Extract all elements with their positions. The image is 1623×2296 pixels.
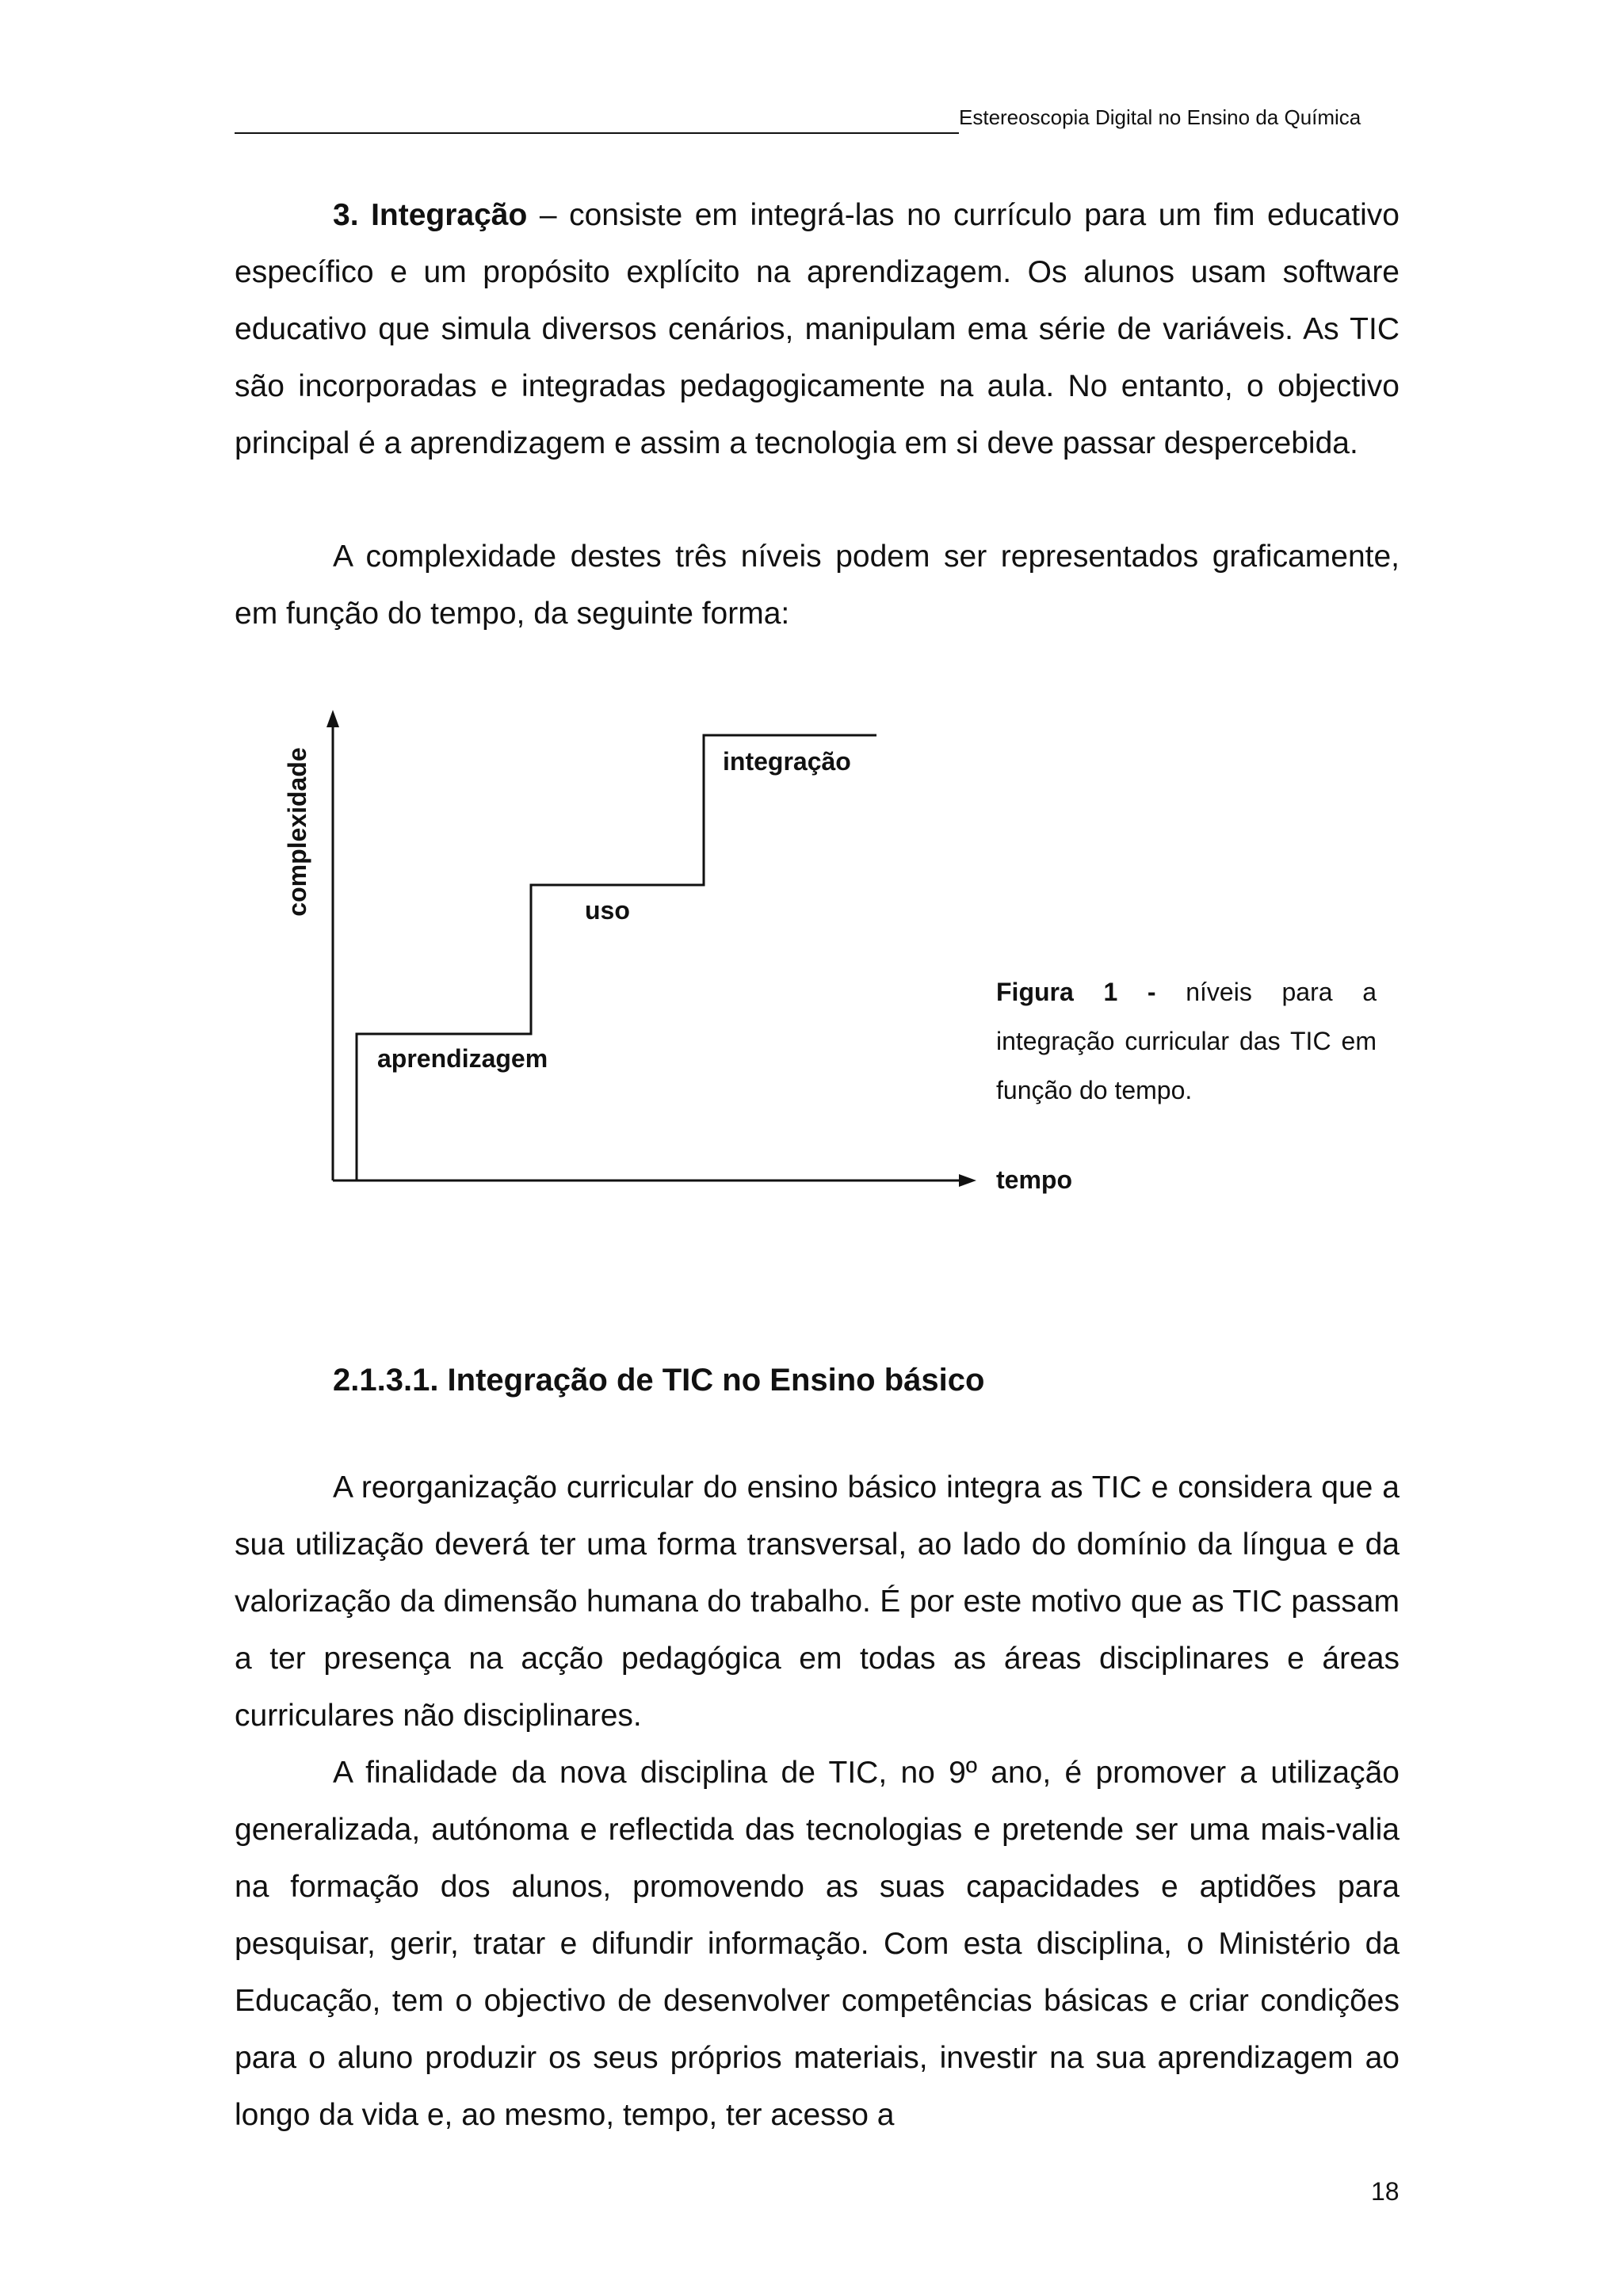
step-label-aprendizagem: aprendizagem — [377, 1044, 548, 1073]
running-header: Estereoscopia Digital no Ensino da Química — [959, 105, 1361, 129]
page-number: 18 — [1371, 2177, 1400, 2206]
step-label-integracao: integração — [723, 747, 851, 776]
paragraph-complexidade: A complexidade destes três níveis podem ser representados graficamente, em função do tempo, da seguinte forma: — [235, 540, 1400, 631]
y-axis-arrowhead — [327, 710, 339, 727]
axes — [333, 723, 964, 1180]
paragraph-body: – consiste em integrá-las no currículo para um fim educativo específico e um propósito explícito na aprendizagem. Os alunos usam software educativo que simula diversos cenários, manipulam ema série de variáveis. As TIC são incorporadas e integradas pedagogicamente na aula. No entanto, o objectivo principal é a aprendizagem e assim a tecnologia em si deve passar despercebida. — [235, 198, 1400, 460]
paragraph-lead: 3. Integração — [333, 198, 528, 232]
x-axis-arrowhead — [959, 1174, 976, 1187]
step-line — [357, 735, 876, 1180]
paragraph-reorganizacao: A reorganização curricular do ensino básico integra as TIC e considera que a sua utilização deverá ter uma forma transversal, ao lado do domínio da língua e da valorização da dimensão humana do trabalho. É por este motivo que as TIC passam a ter presença na acção pedagógica em todas as áreas disciplinares e áreas curriculares não disciplinares. — [235, 1470, 1400, 1733]
paragraph-finalidade: A finalidade da nova disciplina de TIC, no 9º ano, é promover a utilização generalizada, autónoma e reflectida das tecnologias e pretende ser uma mais-valia na formação dos alunos, promovendo as suas capacidades e aptidões para pesquisar, gerir, tratar e difundir informação. Com esta disciplina, o Ministério da Educação, tem o objectivo de desenvolver competências básicas e criar condições para o aluno produzir os seus próprios materiais, investir na sua aprendizagem ao longo da vida e, ao mesmo, tempo, ter acesso a — [235, 1756, 1400, 2132]
caption-lead: Figura 1 - — [996, 978, 1156, 1006]
step-label-uso: uso — [585, 896, 630, 925]
figure-caption — [996, 967, 1377, 1115]
x-axis-label: tempo — [996, 1165, 1072, 1194]
caption-body: níveis para a integração curricular das TIC em função do tempo. — [996, 978, 1377, 1104]
y-axis-label: complexidade — [283, 747, 311, 917]
section-heading: 2.1.3.1. Integração de TIC no Ensino básico — [333, 1363, 985, 1398]
